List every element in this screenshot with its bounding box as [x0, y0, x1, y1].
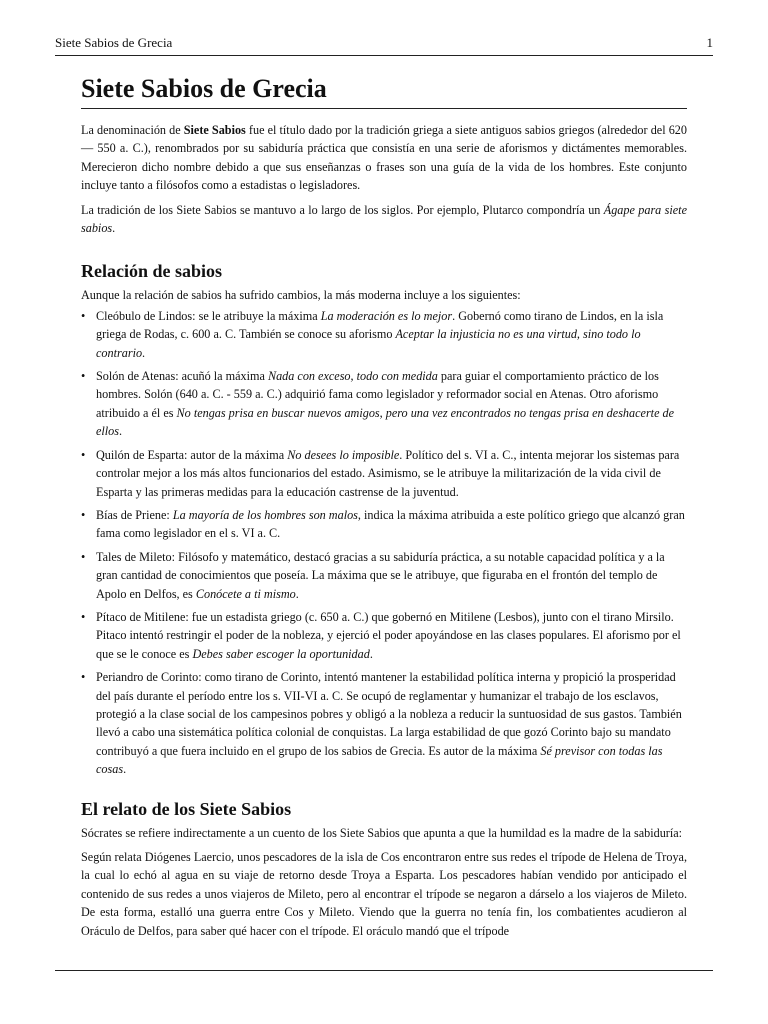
section-lead: Aunque la relación de sabios ha sufrido cambios, la más moderna incluye a los siguientes:	[81, 288, 521, 303]
footer-rule	[55, 970, 713, 971]
list-item: • Solón de Atenas: acuñó la máxima Nada con exceso, todo con medida para guiar el comportamiento práctico de los hombres. Solón (640 a. C. - 559 a. C.) adquirió fama como legislador y reformador social en Atenas. Otro aforismo atribuido a él es No tengas prisa en buscar nuevos amigos, pero una vez encontrados no tengas prisa en deshacerte de ellos.	[81, 367, 687, 441]
list-item: • Bías de Priene: La mayoría de los hombres son malos, indica la máxima atribuida a este político griego que alcanzó gran fama como legislador en el s. VI a. C.	[81, 506, 687, 543]
section-heading-sabios: Relación de sabios	[81, 261, 223, 282]
section-heading-relato: El relato de los Siete Sabios	[81, 798, 292, 819]
running-title: Siete Sabios de Grecia	[55, 35, 173, 50]
sages-list	[81, 307, 687, 779]
page-title: Siete Sabios de Grecia	[81, 72, 687, 109]
book-title: Ágape para siete sabios	[81, 202, 687, 236]
list-item: • Pítaco de Mitilene: fue un estadista griego (c. 650 a. C.) que gobernó en Mitilene (Lesbos), junto con el tirano Mirsilo. Pitaco intentó restringir el poder de la nobleza, y ejerció el poder apoyándose en las clases populares. El aforismo por el que se le conoce es Debes saber escoger la oportunidad.	[81, 608, 687, 663]
bold-term: Siete Sabios	[183, 123, 246, 137]
running-header	[55, 34, 713, 52]
list-item: • Quilón de Esparta: autor de la máxima No desees lo imposible. Político del s. VI a. C., intenta mejorar los sistemas para controlar mejor a los más altos funcionarios del estado. Asimismo, se le atribuye la militarización de la vida civil de Esparta y las primeras medidas para la educación castrense de la juventud.	[81, 446, 687, 501]
page-number: 1	[706, 35, 713, 50]
intro-paragraph-2: La tradición de los Siete Sabios se mantuvo a lo largo de los siglos. Por ejemplo, Plutarco compondría un Ágape para siete sabios.	[81, 202, 687, 236]
list-item: • Tales de Mileto: Filósofo y matemático, destacó gracias a su sabiduría práctica, a su notable capacidad política y a la gran cantidad de conocimientos que poseía. La máxima que se le atribuye, que figuraba en el frontón del templo de Apolo en Delfos, es Conócete a ti mismo.	[81, 548, 687, 603]
list-item: • Periandro de Corinto: como tirano de Corinto, intentó mantener la estabilidad política interna y propició la prosperidad del país durante el período entre los s. VII-VI a. C. Se ocupó de reglamentar y humanizar el trabajo de los esclavos, protegió a la clase social de los campesinos pobres y obligó a la nobleza a reducir la suntuosidad de sus gastos. También llevó a cabo una sistemática política colonial de conquistas. La larga estabilidad de que gozó Corinto bajo su mandato contribuyó a que fuera incluido en el grupo de los sabios de Grecia. Es autor de la máxima Sé previsor con todas las cosas.	[81, 668, 687, 778]
relato-paragraph-2: Según relata Diógenes Laercio, unos pescadores de la isla de Cos encontraron entre sus redes el trípode de Helena de Troya, la cual lo echó al agua en su viaje de retorno desde Troya a Esparta. Los pescadores habían vendido por anticipado el contenido de sus redes a unos viajeros de Mileto, pero al encontrar el trípode se negaron a dárselo a los viajeros de Mileto. De esta forma, estalló una guerra entre Cos y Mileto. Viendo que la guerra no tenía fin, los combatientes acudieron al Oráculo de Delfos, para saber qué hacer con el trípode. El oráculo mandó que el trípode	[81, 850, 687, 938]
article-body	[81, 72, 687, 940]
intro-paragraph-1: La denominación de Siete Sabios fue el título dado por la tradición griega a siete antiguos sabios griegos (alrededor del 620 ― 550 a. C.), renombrados por su sabiduría práctica que consistía en una serie de aforismos y dictámentes memorables. Merecieron dicho nombre debido a que sus enseñanzas o frases son una guía de la vida de los hombres. Este conjunto incluye tanto a filósofos como a estadistas o legisladores.	[81, 123, 687, 193]
relato-paragraph-1: Sócrates se refiere indirectamente a un cuento de los Siete Sabios que apunta a que la humildad es la madre de la sabiduría:	[81, 825, 683, 840]
list-item: • Cleóbulo de Lindos: se le atribuye la máxima La moderación es lo mejor. Gobernó como tirano de Lindos, en la isla griega de Rodas, c. 600 a. C. También se conoce su aforismo Aceptar la injusticia no es una virtud, sino todo lo contrario.	[81, 307, 687, 362]
header-rule	[55, 55, 713, 56]
